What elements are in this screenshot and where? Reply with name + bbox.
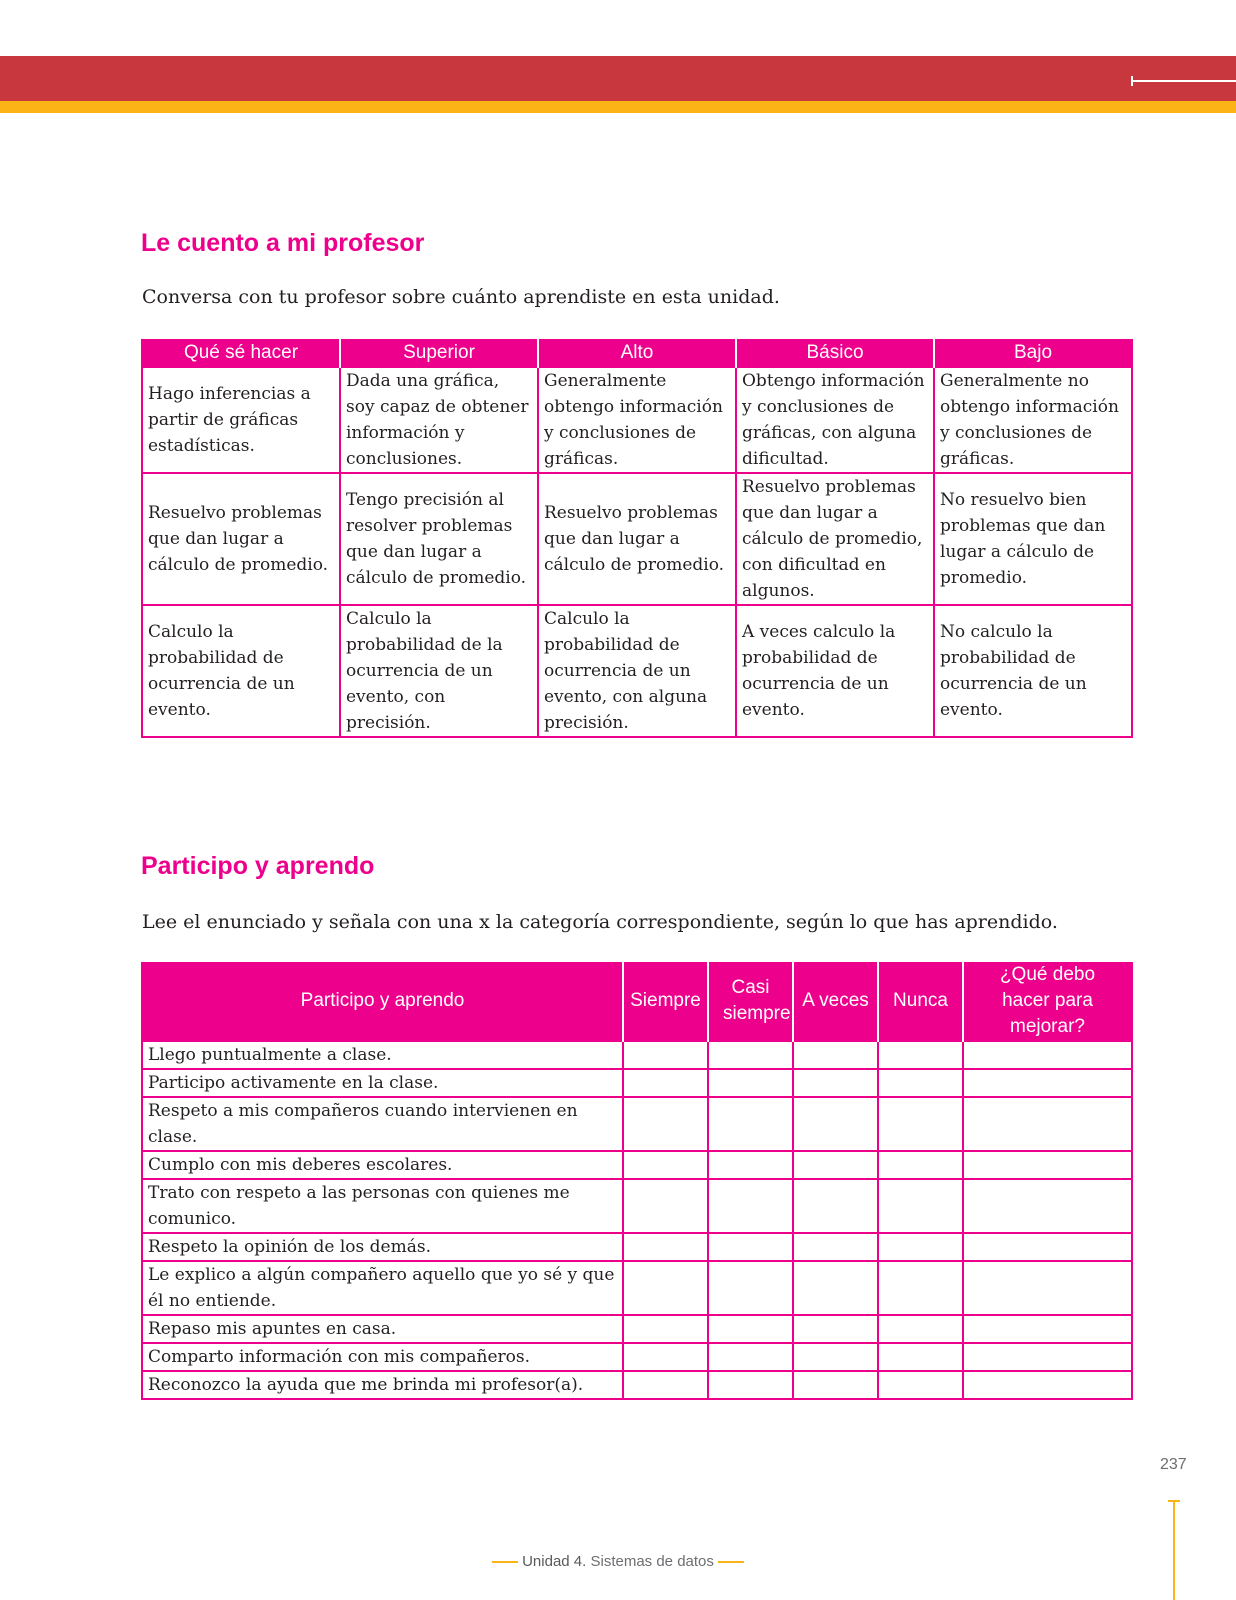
checkbox-cell-a-veces[interactable] — [793, 1069, 878, 1097]
table-row — [142, 1261, 1132, 1315]
rubric-cell: Generalmente no obtengo información y conclusiones de gráficas. — [934, 367, 1132, 473]
checkbox-cell-nunca[interactable] — [878, 1151, 963, 1179]
rubric-cell: Calculo la probabilidad de la ocurrencia de un evento, con precisión. — [340, 605, 538, 737]
rubric-row — [142, 605, 1132, 737]
footer-rule-left — [492, 1561, 518, 1563]
rubric-cell: Resuelvo problemas que dan lugar a cálculo de promedio. — [142, 473, 340, 605]
table-row — [142, 1151, 1132, 1179]
checkbox-cell-a-veces[interactable] — [793, 1343, 878, 1371]
header-band-red — [0, 56, 1236, 101]
rubric-cell: Calculo la probabilidad de ocurrencia de un evento, con alguna precisión. — [538, 605, 736, 737]
checkbox-cell-a-veces[interactable] — [793, 1097, 878, 1151]
rubric-header-superior: Superior — [340, 339, 538, 367]
section-title-participo: Participo y aprendo — [141, 852, 375, 880]
statement-cell: Trato con respeto a las personas con quienes me comunico. — [142, 1179, 623, 1233]
statement-cell: Participo activamente en la clase. — [142, 1069, 623, 1097]
header-band-yellow — [0, 101, 1236, 113]
checkbox-cell-casi-siempre[interactable] — [708, 1261, 793, 1315]
checkbox-cell-a-veces[interactable] — [793, 1371, 878, 1399]
checkbox-cell-nunca[interactable] — [878, 1343, 963, 1371]
rubric-row — [142, 367, 1132, 473]
checkbox-cell-casi-siempre[interactable] — [708, 1151, 793, 1179]
checkbox-cell-a-veces[interactable] — [793, 1261, 878, 1315]
statement-cell: Le explico a algún compañero aquello que yo sé y que él no entiende. — [142, 1261, 623, 1315]
improvement-cell[interactable] — [963, 1041, 1132, 1069]
header-band-tick — [1131, 76, 1133, 86]
checkbox-cell-siempre[interactable] — [623, 1371, 708, 1399]
checkbox-cell-a-veces[interactable] — [793, 1151, 878, 1179]
checkbox-cell-nunca[interactable] — [878, 1371, 963, 1399]
statement-cell: Repaso mis apuntes en casa. — [142, 1315, 623, 1343]
checkbox-cell-siempre[interactable] — [623, 1343, 708, 1371]
section-intro-participo: Lee el enunciado y señala con una x la categoría correspondiente, según lo que has aprendido. — [142, 911, 1058, 933]
header-participo-y-aprendo: Participo y aprendo — [142, 962, 623, 1041]
rubric-cell: Generalmente obtengo información y conclusiones de gráficas. — [538, 367, 736, 473]
page-number-rule — [1173, 1500, 1175, 1600]
rubric-table — [141, 339, 1133, 738]
checkbox-cell-casi-siempre[interactable] — [708, 1371, 793, 1399]
rubric-header-row — [142, 339, 1132, 367]
rubric-header-que-se-hacer: Qué sé hacer — [142, 339, 340, 367]
improvement-cell[interactable] — [963, 1261, 1132, 1315]
self-assessment-table — [141, 962, 1133, 1400]
checkbox-cell-nunca[interactable] — [878, 1041, 963, 1069]
statement-cell: Comparto información con mis compañeros. — [142, 1343, 623, 1371]
checkbox-cell-casi-siempre[interactable] — [708, 1343, 793, 1371]
table-row — [142, 1097, 1132, 1151]
rubric-cell: Hago inferencias a partir de gráficas estadísticas. — [142, 367, 340, 473]
checkbox-cell-casi-siempre[interactable] — [708, 1097, 793, 1151]
checkbox-cell-siempre[interactable] — [623, 1151, 708, 1179]
table-row — [142, 1179, 1132, 1233]
header-a-veces: A veces — [793, 962, 878, 1041]
statement-cell: Respeto la opinión de los demás. — [142, 1233, 623, 1261]
checkbox-cell-siempre[interactable] — [623, 1179, 708, 1233]
rubric-cell: Resuelvo problemas que dan lugar a cálculo de promedio. — [538, 473, 736, 605]
header-siempre: Siempre — [623, 962, 708, 1041]
checkbox-cell-nunca[interactable] — [878, 1233, 963, 1261]
rubric-cell: Obtengo información y conclusiones de gráficas, con alguna dificultad. — [736, 367, 934, 473]
rubric-header-bajo: Bajo — [934, 339, 1132, 367]
self-assessment-header-row — [142, 962, 1132, 1041]
improvement-cell[interactable] — [963, 1233, 1132, 1261]
improvement-cell[interactable] — [963, 1097, 1132, 1151]
checkbox-cell-nunca[interactable] — [878, 1069, 963, 1097]
table-row — [142, 1069, 1132, 1097]
rubric-row — [142, 473, 1132, 605]
checkbox-cell-nunca[interactable] — [878, 1097, 963, 1151]
checkbox-cell-casi-siempre[interactable] — [708, 1069, 793, 1097]
statement-cell: Llego puntualmente a clase. — [142, 1041, 623, 1069]
header-nunca: Nunca — [878, 962, 963, 1041]
table-row — [142, 1041, 1132, 1069]
rubric-cell: No calculo la probabilidad de ocurrencia de un evento. — [934, 605, 1132, 737]
improvement-cell[interactable] — [963, 1371, 1132, 1399]
checkbox-cell-casi-siempre[interactable] — [708, 1315, 793, 1343]
footer-unit: Unidad 4. — [522, 1553, 587, 1570]
checkbox-cell-casi-siempre[interactable] — [708, 1041, 793, 1069]
checkbox-cell-a-veces[interactable] — [793, 1041, 878, 1069]
statement-cell: Reconozco la ayuda que me brinda mi profesor(a). — [142, 1371, 623, 1399]
checkbox-cell-siempre[interactable] — [623, 1233, 708, 1261]
section-title-le-cuento: Le cuento a mi profesor — [141, 229, 425, 257]
checkbox-cell-siempre[interactable] — [623, 1097, 708, 1151]
checkbox-cell-siempre[interactable] — [623, 1069, 708, 1097]
rubric-cell: A veces calculo la probabilidad de ocurrencia de un evento. — [736, 605, 934, 737]
section-intro-le-cuento: Conversa con tu profesor sobre cuánto aprendiste en esta unidad. — [142, 286, 780, 308]
rubric-header-basico: Básico — [736, 339, 934, 367]
rubric-header-alto: Alto — [538, 339, 736, 367]
header-casi-siempre: Casi siempre — [708, 962, 793, 1041]
checkbox-cell-a-veces[interactable] — [793, 1179, 878, 1233]
table-row — [142, 1343, 1132, 1371]
checkbox-cell-siempre[interactable] — [623, 1315, 708, 1343]
checkbox-cell-nunca[interactable] — [878, 1179, 963, 1233]
rubric-cell: Resuelvo problemas que dan lugar a cálculo de promedio, con dificultad en algunos. — [736, 473, 934, 605]
statement-cell: Respeto a mis compañeros cuando intervienen en clase. — [142, 1097, 623, 1151]
checkbox-cell-nunca[interactable] — [878, 1315, 963, 1343]
checkbox-cell-casi-siempre[interactable] — [708, 1179, 793, 1233]
rubric-cell: No resuelvo bien problemas que dan lugar a cálculo de promedio. — [934, 473, 1132, 605]
checkbox-cell-siempre[interactable] — [623, 1261, 708, 1315]
footer — [0, 1553, 1236, 1570]
checkbox-cell-siempre[interactable] — [623, 1041, 708, 1069]
rubric-cell: Tengo precisión al resolver problemas que dan lugar a cálculo de promedio. — [340, 473, 538, 605]
improvement-cell[interactable] — [963, 1069, 1132, 1097]
table-row — [142, 1315, 1132, 1343]
checkbox-cell-a-veces[interactable] — [793, 1315, 878, 1343]
improvement-cell[interactable] — [963, 1315, 1132, 1343]
improvement-cell[interactable] — [963, 1151, 1132, 1179]
page-number-tick — [1168, 1500, 1180, 1502]
header-que-debo-hacer: ¿Qué debo hacer para mejorar? — [963, 962, 1132, 1041]
footer-rule-right — [718, 1561, 744, 1563]
improvement-cell[interactable] — [963, 1179, 1132, 1233]
table-row — [142, 1371, 1132, 1399]
header-band-rule — [1131, 80, 1236, 82]
checkbox-cell-casi-siempre[interactable] — [708, 1233, 793, 1261]
improvement-cell[interactable] — [963, 1343, 1132, 1371]
table-row — [142, 1233, 1132, 1261]
page-number: 237 — [1160, 1456, 1187, 1473]
checkbox-cell-nunca[interactable] — [878, 1261, 963, 1315]
rubric-cell: Dada una gráfica, soy capaz de obtener información y conclusiones. — [340, 367, 538, 473]
checkbox-cell-a-veces[interactable] — [793, 1233, 878, 1261]
statement-cell: Cumplo con mis deberes escolares. — [142, 1151, 623, 1179]
rubric-cell: Calculo la probabilidad de ocurrencia de un evento. — [142, 605, 340, 737]
footer-topic: Sistemas de datos — [590, 1553, 714, 1570]
